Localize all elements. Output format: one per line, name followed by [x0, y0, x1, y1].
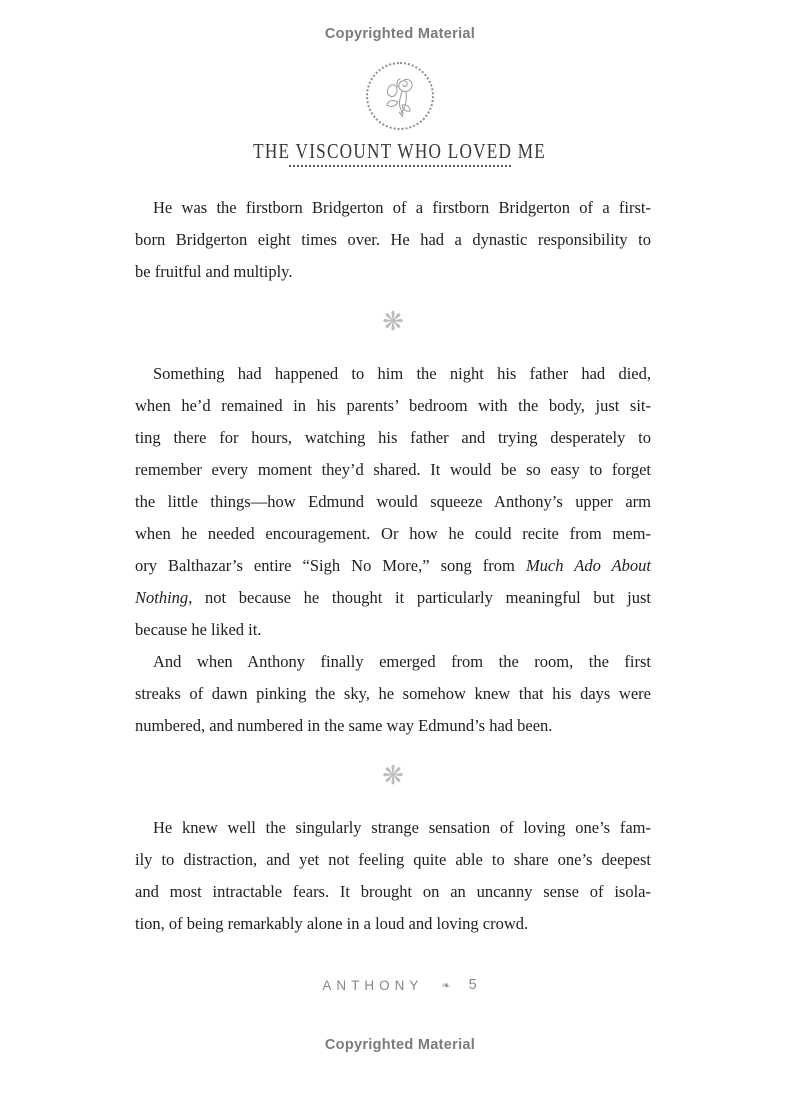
text-line: be fruitful and multiply.	[135, 262, 293, 281]
text-line: Something had happened to him the night his father had died,	[153, 364, 651, 383]
book-title: THE VISCOUNT WHO LOVED ME	[253, 139, 547, 163]
title-underline-ornament	[289, 165, 511, 167]
text-line: remember every moment they’d shared. It would be so easy to forget	[135, 460, 651, 479]
page-number: 5	[468, 977, 478, 993]
text-line: the little things—how Edmund would squeeze Anthony’s upper arm	[135, 492, 651, 511]
text-line: ory Balthazar’s entire “Sigh No More,” song from Much Ado About	[135, 556, 651, 575]
rose-emblem	[366, 62, 434, 130]
emblem-wrap	[0, 62, 800, 130]
section-break-fleuron-icon: ❋	[382, 761, 404, 791]
page-footer	[0, 977, 800, 993]
text-line: born Bridgerton eight times over. He had a dynastic responsibility to	[135, 230, 651, 249]
text-line: ting there for hours, watching his father and trying desperately to	[135, 428, 651, 447]
text-line: and most intractable fears. It brought on an uncanny sense of isola-	[135, 882, 651, 901]
text-line: He was the firstborn Bridgerton of a firstborn Bridgerton of a first-	[153, 198, 651, 217]
text-line: He knew well the singularly strange sensation of loving one’s fam-	[153, 818, 651, 837]
page-body-text	[135, 192, 651, 940]
text-line: ily to distraction, and yet not feeling quite able to share one’s deepest	[135, 850, 651, 869]
paragraph	[135, 358, 651, 646]
paragraph	[135, 646, 651, 742]
text-line: when he needed encouragement. Or how he could recite from mem-	[135, 524, 651, 543]
copyright-notice-top: Copyrighted Material	[324, 26, 476, 42]
chapter-name: ANTHONY	[322, 977, 424, 993]
copyright-notice-bottom: Copyrighted Material	[324, 1037, 476, 1053]
paragraph	[135, 192, 651, 288]
paragraph	[135, 812, 651, 940]
leaf-ornament-icon: ❧	[441, 978, 451, 992]
rose-icon	[376, 72, 424, 120]
text-line: Nothing, not because he thought it particularly meaningful but just	[135, 588, 651, 607]
text-line: And when Anthony finally emerged from the room, the first	[153, 652, 651, 671]
text-line: numbered, and numbered in the same way Edmund’s had been.	[135, 716, 553, 735]
text-line: because he liked it.	[135, 620, 262, 639]
text-line: streaks of dawn pinking the sky, he somehow knew that his days were	[135, 684, 651, 703]
text-line: when he’d remained in his parents’ bedroom with the body, just sit-	[135, 396, 651, 415]
title-block	[0, 139, 800, 167]
text-line: tion, of being remarkably alone in a loud and loving crowd.	[135, 914, 529, 933]
section-break-fleuron-icon: ❋	[382, 307, 404, 337]
